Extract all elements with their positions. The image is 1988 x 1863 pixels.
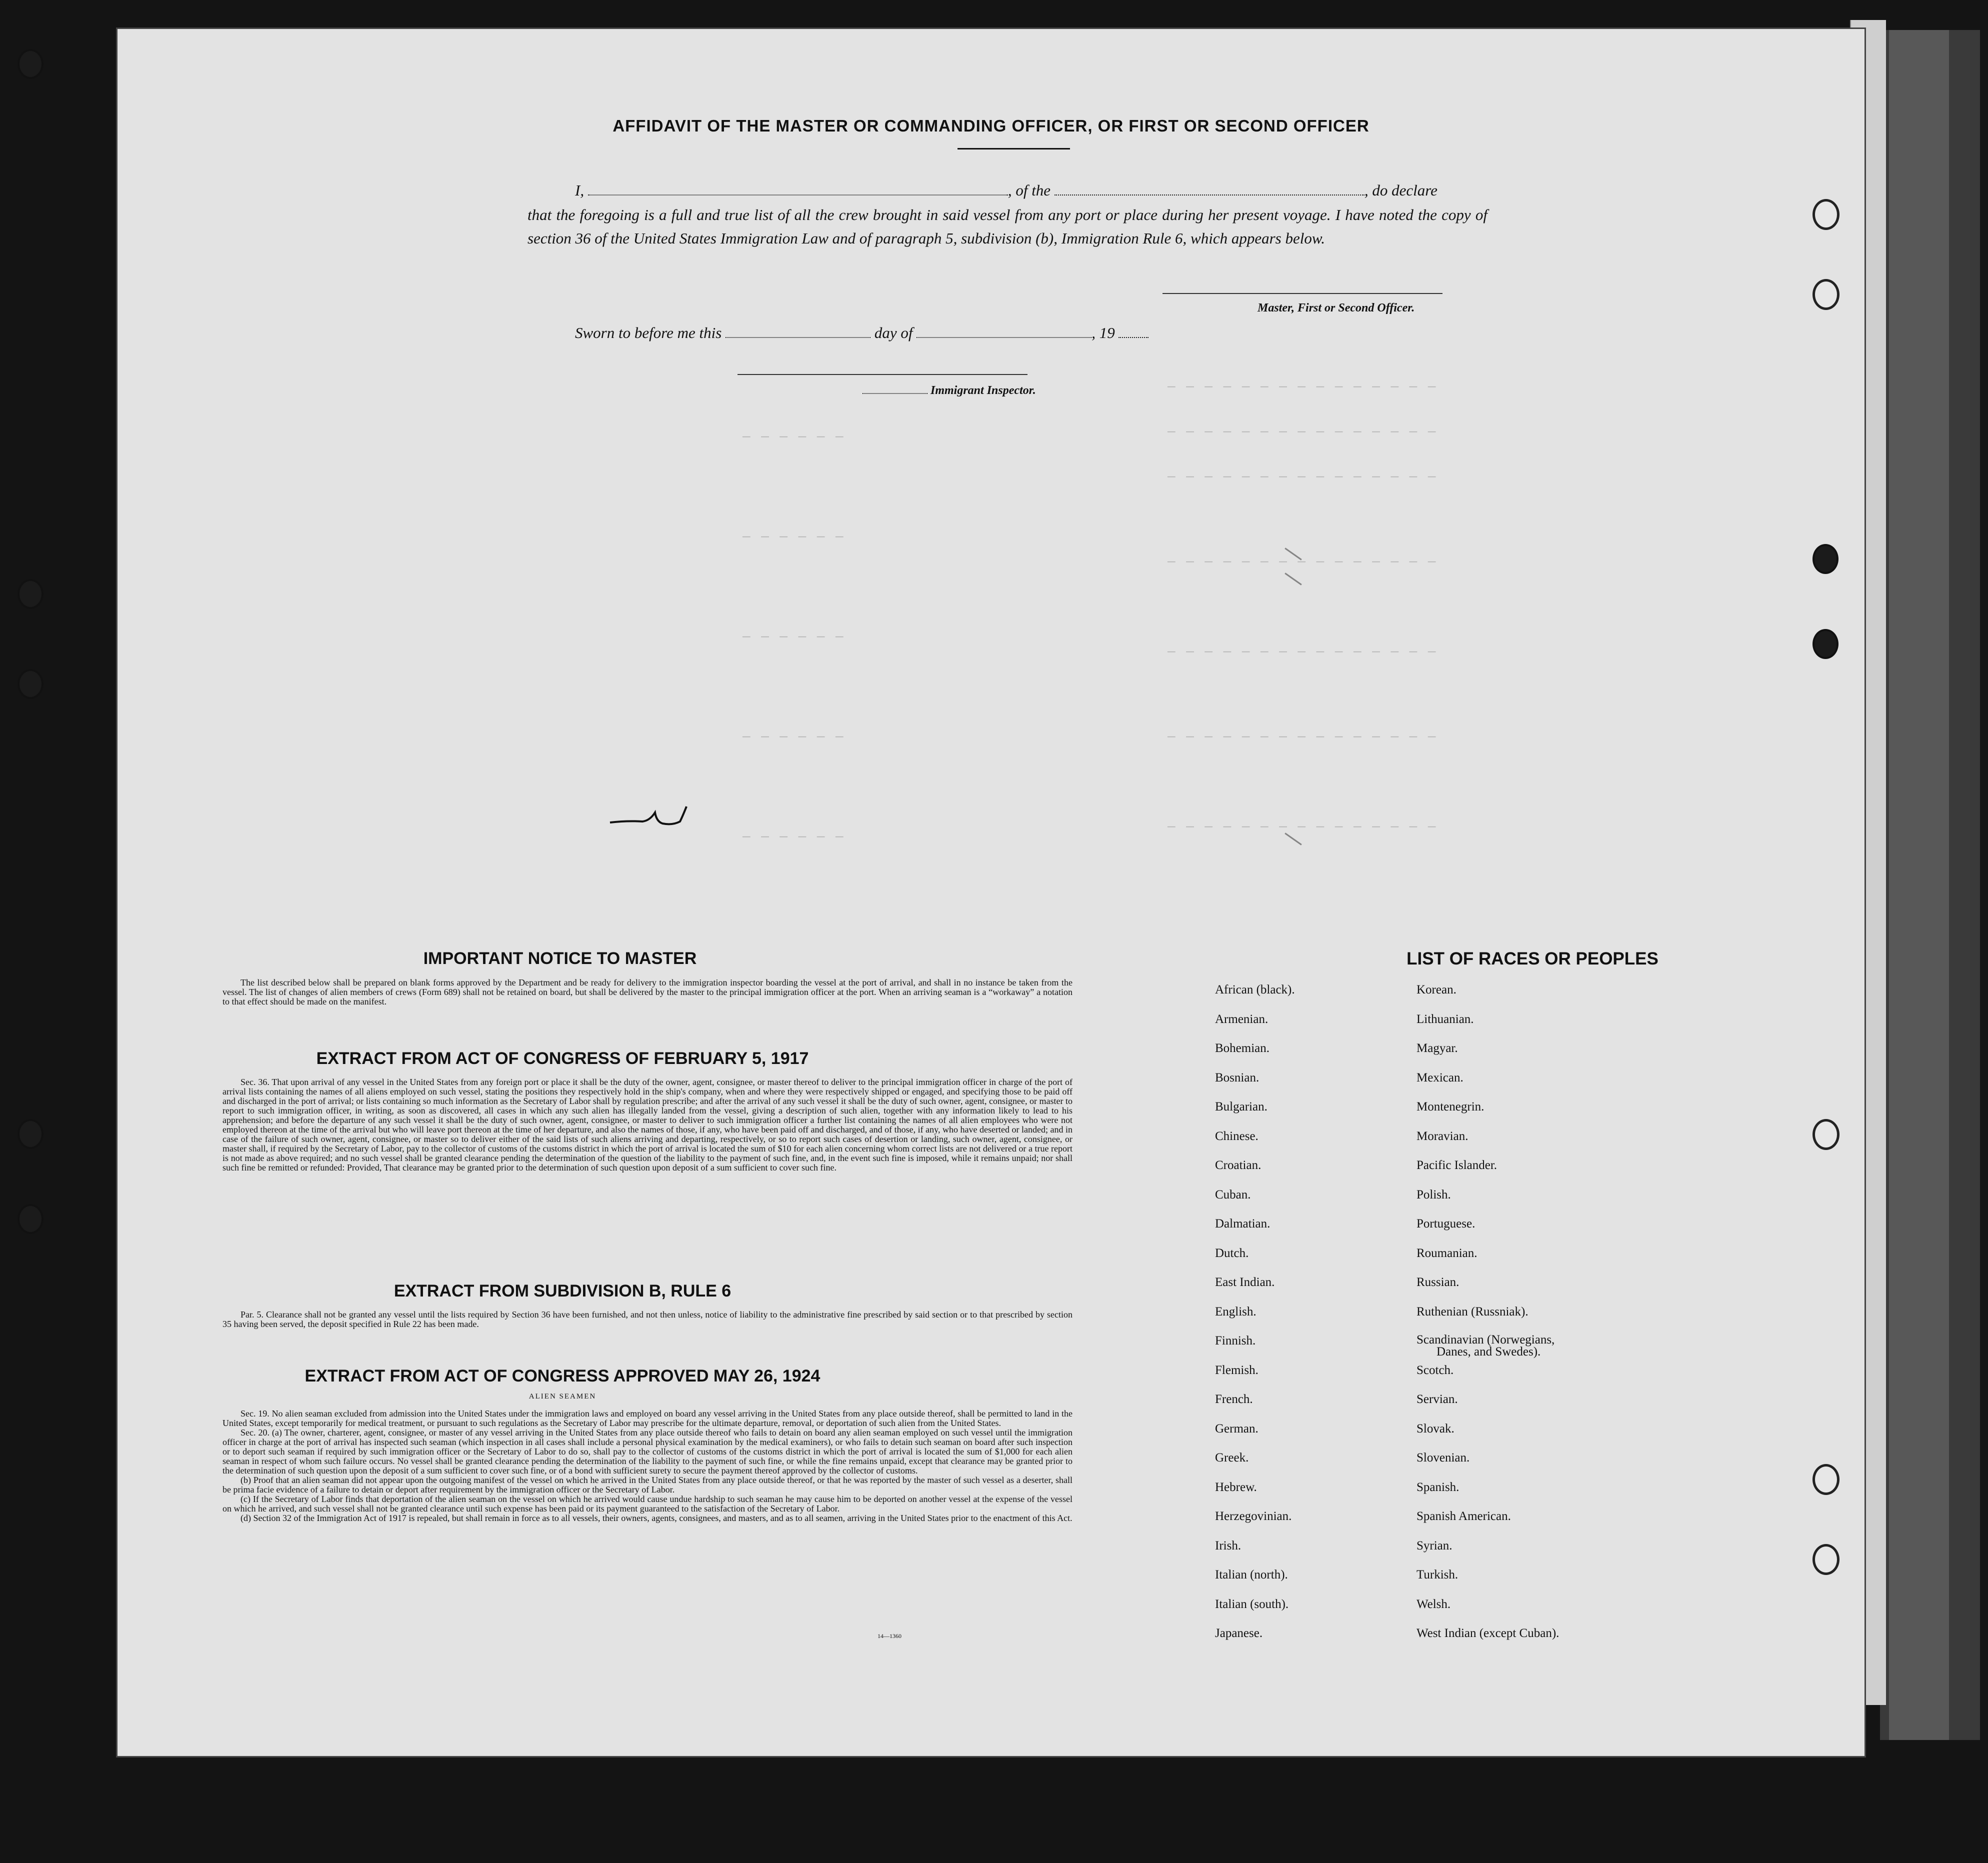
inspector-signature-line[interactable] <box>738 374 1028 375</box>
race-item: Slovenian. <box>1416 1451 1470 1464</box>
race-item-continuation: Danes, and Swedes). <box>1436 1345 1541 1358</box>
race-item-line: Scandinavian (Norwegians, <box>1416 1333 1555 1346</box>
race-item: Croatian. <box>1215 1158 1262 1172</box>
race-item: Slovak. <box>1416 1422 1454 1436</box>
notice-paragraph: The list described below shall be prepared on blank forms approved by the Department and be ready for delivery to the immigration inspector boarding the vessel at the port of arrival, and shall in no instance be taken from the vessel. The list of changes of alien members of crews (Form 689) shall not be retained on board, but shall be delivered by the master to the principal immigration officer at the port. When an arriving seaman is a “workaway” a notation to that effect should be made on the manifest. <box>222 978 1072 1006</box>
inspector-caption: Immigrant Inspector. <box>930 384 1036 397</box>
sec-20c-paragraph: (c) If the Secretary of Labor finds that deportation of the alien seaman on the vessel on which he arrived would cause undue hardship to such seaman he may cause him to be deported on another vessel at the expense of the vessel on which he arrived, and such vessel shall not be granted clearance until such expense has been paid or its payment guaranteed to the satisfaction of the Secretary of Labor. <box>222 1494 1072 1514</box>
punch-hole-icon <box>18 669 44 699</box>
sworn-prefix: Sworn to before me this <box>575 324 722 342</box>
race-item: Japanese. <box>1215 1626 1263 1640</box>
day-of-label: day of <box>874 324 913 342</box>
race-item: Armenian. <box>1215 1012 1268 1026</box>
race-item: Flemish. <box>1215 1363 1258 1377</box>
race-item: Italian (south). <box>1215 1597 1289 1611</box>
punch-hole-icon <box>1812 1544 1840 1575</box>
race-item: Ruthenian (Russniak). <box>1416 1304 1528 1318</box>
race-item: African (black). <box>1215 983 1295 996</box>
affidavit-title: AFFIDAVIT OF THE MASTER OR COMMANDING OFFICER, OR FIRST OR SECOND OFFICER <box>612 116 1370 135</box>
extract-1917-paragraph: Sec. 36. That upon arrival of any vessel in the United States from any foreign port or place it shall be the duty of the owner, agent, consignee, or master thereof to deliver to the principal immigration officer in charge of the port of arrival lists containing the names of all aliens employed on such vessel, stating the positions they respectively hold in the ship's company, when and where they were respectively shipped or engaged, and specifying those to be paid off and discharged in the port of arrival; or lists containing so much information as the Secretary of Labor shall by regulation prescribe; and after the arrival of any such vessel it shall be the duty of such owner, agent, consignee, or master to report to such immigration officer, in writing, as soon as discovered, all cases in which any such alien has illegally landed from the vessel, giving a description of such alien, together with any information likely to lead to his apprehension; and before the departure of any such vessel it shall be the duty of such owner, agent, consignee, or master to deliver to such immigration officer a further list containing the names of all alien employees who were not employed thereon at the time of the arrival but who will leave port thereon at the time of her departure, and also the names of those, if any, who have been paid off and discharged, and of those, if any, who have deserted or landed; and in case of the failure of such owner, agent, consignee, or master so to deliver either of the said lists of such aliens arriving and departing, respectively, or so to report such cases of desertion or landing, such owner, agent, consignee, or master shall, if required by the Secretary of Labor, pay to the collector of customs of the customs district in which the port of arrival is located the sum of $10 for each alien concerning whom correct lists are not delivered or a true report is not made as above required; and no such vessel shall be granted clearance pending the determination of the question of the liability to the payment of such fine, and, in the event such fine is imposed, while it remains unpaid; nor shall such fine be remitted or refunded: Provided, That clearance may be granted prior to the determination of such question upon deposit of a sum sufficient to cover such fine. <box>222 1077 1072 1172</box>
race-item: Roumanian. <box>1416 1246 1478 1260</box>
race-item: Hebrew. <box>1215 1480 1257 1494</box>
race-item <box>1416 1334 1559 1364</box>
race-item: Polish. <box>1416 1188 1451 1202</box>
punch-hole-icon <box>18 579 44 609</box>
race-item: Dutch. <box>1215 1246 1249 1260</box>
extract-rule6-paragraph: Par. 5. Clearance shall not be granted any vessel until the lists required by Section 36 have been furnished, and not then unless, notice of liability to the administrative fine prescribed by said section or to that prescribed by section 35 having been served, the deposit specified in Rule 22 has been made. <box>222 1310 1072 1329</box>
i-label: I, <box>575 182 584 199</box>
races-left-column <box>1215 983 1295 1656</box>
declarant-name-field[interactable] <box>588 182 1008 196</box>
punch-hole-icon <box>18 1204 44 1234</box>
title-underline <box>958 148 1070 150</box>
extract-1924-text <box>222 1409 1072 1523</box>
document-page: — — — — — — — — — — — — — — — — — — — — — — — — — — — — — — — — — — — — — — — — — — — — — — — — — — — — — — — — — — — — — — — — — — — — — — — — — — — — — — — — — — — — — — — — — — — — — — — — — — — — — — — — — — — — — — — — — — — — — — — — — — — — — — — — — — — — — — — AFFIDAVIT OF THE MASTER OR COMMANDING OFFICER, OR FIRST OR SECOND OFFICER I, , of the , do declare that the foregoing is a full and true list of all the crew brought in said vessel from any port or place during her present voyage. I have noted the copy of section 36 of the United States Immigration Law and of paragraph 5, subdivision (b), Immigration Rule 6, which appears below. Master, First or Second Officer. Sworn to before me this day of , 19 Immigrant Inspector. IMPORTANT NOTICE TO MASTER The list described below shall be prepared on blank forms approved by the Department and be ready for delivery to the immigration inspector boarding the vessel at the port of arrival, and shall in no instance be taken from the vessel. The list of changes of alien members of crews (Form 689) shall not be retained on board, but shall be delivered by the master to the principal immigration officer at the port. When an arriving seaman is a “workaway” a notation to that effect should be made on the manifest. EXTRACT FROM ACT OF CONGRESS OF FEBRUARY 5, 1917 Sec. 36. That upon arrival of any vessel in the United States from any foreign port or place it shall be the duty of the owner, agent, consignee, or master thereof to deliver to the principal immigration officer in charge of the port of arrival lists containing the names of all aliens employed on such vessel, stating the positions they respectively hold in the ship's company, when and where they were respectively shipped or engaged, and specifying those to be paid off and discharged in the port of arrival; or lists containing so much information as the Secretary of Labor shall by regulation prescribe; and after the arrival of any such vessel it shall be the duty of such owner, agent, consignee, or master to report to such immigration officer, in writing, as soon as discovered, all cases in which any such alien has illegally landed from the vessel, giving a description of such alien, together with any information likely to lead to his apprehension; and before the departure of any such vessel it shall be the duty of such owner, agent, consignee, or master to deliver to such immigration officer a further list containing the names of all alien employees who were not employed thereon at the time of the arrival but who will leave port thereon at the time of her departure, and also the names of those, if any, who have been paid off and discharged, and of those, if any, who have deserted or landed; and in case of the failure of such owner, agent, consignee, or master so to deliver either of the said lists of such aliens arriving and departing, respectively, or so to report such cases of desertion or landing, such owner, agent, consignee, or master shall, if required by the Secretary of Labor, pay to the collector of customs of the customs district in which the port of arrival is located the sum of $10 for each alien concerning whom correct lists are not delivered or a true report is not made as above required; and no such vessel shall be granted clearance pending the determination of the question of the liability to the payment of such fine, and, in the event such fine is imposed, while it remains unpaid; nor shall such fine be remitted or refunded: Provided, That clearance may be granted prior to the determination of such question upon deposit of a sum sufficient to cover such fine. EXTRACT FROM SUBDIVISION B, RULE 6 Par. 5. Clearance shall not be granted any vessel until the lists required by Section 36 have been furnished, and not then unless, notice of liability to the administrative fine prescribed by said section or to that prescribed by section 35 having been served, the deposit specified in Rule 22 has been made. EXTRACT FROM ACT OF CONGRESS APPROVED MAY 26, 1924 ALIEN SEAMEN Sec. 19. No alien seaman excluded from admission into the United States under the immigration laws and employed on board any vessel arriving in the United States from any place outside thereof, shall be permitted to land in the United States, except temporarily for medical treatment, or pursuant to such regulations as the Secretary of Labor may prescribe for the ultimate departure, removal, or deportation of such alien from the United States. Sec. 20. (a) The owner, charterer, agent, consignee, or master of any vessel arriving in the United States from any place outside thereof who fails to detain on board any alien seaman employed on such vessel until the immigration officer in charge at the port of arrival has inspected such seaman (which inspection in all cases shall include a personal physical examination by the medical examiners), or who fails to detain such seaman on board after such inspection or to deport such seaman if required by such immigration officer or the Secretary of Labor to do so, shall pay to the collector of customs of the customs district in which the port of arrival is located the sum of $1,000 for each alien seaman in respect of whom such failure occurs. No vessel shall be granted clearance pending the determination of the liability to the payment of such fine, or while the fine remains unpaid, except that clearance may be granted prior to the determination of such question upon the deposit of a sum sufficient to cover such fine, or of a bond with sufficient surety to secure the payment thereof approved by the collector of customs. (b) Proof that an alien seaman did not appear upon the outgoing manifest of the vessel on which he arrived in the United States from any place outside thereof, or that he was reported by the master of such vessel as a deserter, shall be prima facie evidence of a failure to detain or deport after requirement by the immigration officer or the Secretary of Labor. (c) If the Secretary of Labor finds that deportation of the alien seaman on the vessel on which he arrived would cause undue hardship to such seaman he may cause him to be deported on another vessel at the expense of the vessel on which he arrived, and such vessel shall not be granted clearance until such expense has been paid or its payment guaranteed to the satisfaction of the Secretary of Labor. (d) Section 32 of the Immigration Act of 1917 is repealed, but shall remain in force as to all vessels, their owners, agents, consignees, and masters, and as to all seamen, arriving in the United States prior to the enactment of this Act. 14—1360 LIST OF RACES OR PEOPLES African (black). Armenian. Bohemian. Bosnian. Bulgarian. Chinese. Croatian. Cuban. Dalmatian. Dutch. East Indian. English. Finnish. Flemish. French. German. Greek. Hebrew. Herzegovinian. Irish. Italian (north). Italian (south). Japanese. Korean. Lithuanian. Magyar. Mexican. Montenegrin. Moravian. Pacific Islander. Polish. Portuguese. Roumanian. Russian. Ruthenian (Russniak). Scandinavian (Norwegians, Danes, and Swedes). Scotch. Servian. Slovak. Slovenian. Spanish. Spanish American. Syrian. Turkish. Welsh. West Indian (except Cuban). <box>116 28 1866 1758</box>
race-item: German. <box>1215 1422 1258 1436</box>
notice-title: IMPORTANT NOTICE TO MASTER <box>423 949 697 968</box>
race-item: Chinese. <box>1215 1129 1258 1143</box>
inspector-caption-rule <box>862 384 928 394</box>
master-signature-line[interactable] <box>1162 293 1442 294</box>
extract-rule6-title: EXTRACT FROM SUBDIVISION B, RULE 6 <box>394 1282 732 1300</box>
declarant-line <box>575 182 1438 200</box>
alien-seamen-subtitle: ALIEN SEAMEN <box>528 1392 596 1400</box>
race-item: Cuban. <box>1215 1188 1251 1202</box>
sec-20b-paragraph: (b) Proof that an alien seaman did not appear upon the outgoing manifest of the vessel on which he arrived in the United States from any place outside thereof, or that he was reported by the master of such vessel as a deserter, shall be prima facie evidence of a failure to detain or deport after requirement by the immigration officer or the Secretary of Labor. <box>222 1475 1072 1494</box>
sworn-line <box>575 324 1148 342</box>
extract-1924-title: EXTRACT FROM ACT OF CONGRESS APPROVED MAY 26, 1924 <box>304 1366 820 1386</box>
sec-20a-paragraph: Sec. 20. (a) The owner, charterer, agent, consignee, or master of any vessel arriving in the United States from any place outside thereof who fails to detain on board any alien seaman employed on such vessel until the immigration officer in charge at the port of arrival has inspected such seaman (which inspection in all cases shall include a personal physical examination by the medical examiners), or who fails to detain such seaman on board after such inspection or to deport such seaman if required by such immigration officer or the Secretary of Labor to do so, shall pay to the collector of customs of the customs district in which the port of arrival is located the sum of $1,000 for each alien seaman in respect of whom such failure occurs. No vessel shall be granted clearance pending the determination of the liability to the payment of such fine, or while the fine remains unpaid, except that clearance may be granted prior to the determination of such question upon the deposit of a sum sufficient to cover such fine, or of a bond with sufficient surety to secure the payment thereof approved by the collector of customs. <box>222 1428 1072 1476</box>
race-item: Mexican. <box>1416 1070 1464 1084</box>
race-item: Korean. <box>1416 983 1456 996</box>
race-item: Lithuanian. <box>1416 1012 1474 1026</box>
race-item: Portuguese. <box>1416 1217 1476 1230</box>
race-item: Greek. <box>1215 1451 1249 1464</box>
punch-hole-icon <box>18 1119 44 1149</box>
race-item: West Indian (except Cuban). <box>1416 1626 1560 1640</box>
punch-hole-icon <box>1812 544 1838 574</box>
affidavit-body: that the foregoing is a full and true list of all the crew brought in said vessel from any port or place during her present voyage. I have noted the copy of section 36 of the United States Immigration Law and of paragraph 5, subdivision (b), Immigration Rule 6, which appears below. <box>528 206 1488 247</box>
inspector-caption-line <box>862 384 1036 398</box>
pencil-mark <box>1284 832 1302 845</box>
race-item: Russian. <box>1416 1276 1460 1289</box>
race-item: Spanish American. <box>1416 1510 1511 1523</box>
punch-hole-icon <box>18 49 44 79</box>
punch-hole-icon <box>1812 199 1840 230</box>
punch-hole-icon <box>1812 1464 1840 1495</box>
race-item: Scotch. <box>1416 1363 1454 1377</box>
binder-strip <box>1880 30 1980 1740</box>
year-prefix: , 19 <box>1092 324 1115 342</box>
race-item: Magyar. <box>1416 1042 1458 1055</box>
sworn-month-field[interactable] <box>916 325 1092 338</box>
extract-1917-title: EXTRACT FROM ACT OF CONGRESS OF FEBRUARY 5, 1917 <box>316 1049 809 1068</box>
sec-19-paragraph: Sec. 19. No alien seaman excluded from admission into the United States under the immigration laws and employed on board any vessel arriving in the United States from any place outside thereof, shall be permitted to land in the United States, except temporarily for medical treatment, or pursuant to such regulations as the Secretary of Labor may prescribe for the ultimate departure, removal, or deportation of such alien from the United States. <box>222 1408 1072 1428</box>
races-title: LIST OF RACES OR PEOPLES <box>1406 949 1658 968</box>
race-item: Pacific Islander. <box>1416 1158 1498 1172</box>
form-number: 14—1360 <box>878 1632 902 1640</box>
race-item: Bulgarian. <box>1215 1100 1268 1114</box>
sworn-year-field[interactable] <box>1118 325 1148 338</box>
race-item: Italian (north). <box>1215 1568 1288 1582</box>
race-item: Bohemian. <box>1215 1042 1270 1055</box>
race-item: Montenegrin. <box>1416 1100 1484 1114</box>
race-item: French. <box>1215 1392 1253 1406</box>
race-item: Spanish. <box>1416 1480 1460 1494</box>
extract-1917-text <box>222 1078 1072 1172</box>
handwritten-mark <box>608 802 692 832</box>
race-item: Irish. <box>1215 1538 1242 1552</box>
sworn-day-field[interactable] <box>726 325 870 338</box>
race-item: Finnish. <box>1215 1334 1256 1348</box>
punch-hole-icon <box>1812 1119 1840 1150</box>
race-item: Bosnian. <box>1215 1070 1260 1084</box>
races-right-column <box>1416 983 1559 1656</box>
race-item: Turkish. <box>1416 1568 1458 1582</box>
do-declare-label: , do declare <box>1364 182 1438 199</box>
master-signature-caption: Master, First or Second Officer. <box>1258 302 1415 314</box>
race-item: East Indian. <box>1215 1276 1275 1289</box>
race-item: Herzegovinian. <box>1215 1510 1292 1523</box>
sec-20d-paragraph: (d) Section 32 of the Immigration Act of 1917 is repealed, but shall remain in force as to all vessels, their owners, agents, consignees, and masters, and as to all seamen, arriving in the United States prior to the enactment of this Act. <box>240 1513 1072 1523</box>
race-item: Moravian. <box>1416 1129 1468 1143</box>
race-item: Servian. <box>1416 1392 1458 1406</box>
vessel-name-field[interactable] <box>1054 182 1364 196</box>
race-item: English. <box>1215 1304 1256 1318</box>
punch-hole-icon <box>1812 279 1840 310</box>
race-item: Welsh. <box>1416 1597 1451 1611</box>
extract-rule6-text <box>222 1310 1072 1329</box>
notice-text <box>222 978 1072 1006</box>
pencil-mark <box>1284 572 1302 585</box>
race-item: Dalmatian. <box>1215 1217 1270 1230</box>
race-item: Syrian. <box>1416 1538 1452 1552</box>
punch-hole-icon <box>1812 629 1838 659</box>
of-the-label: , of the <box>1008 182 1051 199</box>
